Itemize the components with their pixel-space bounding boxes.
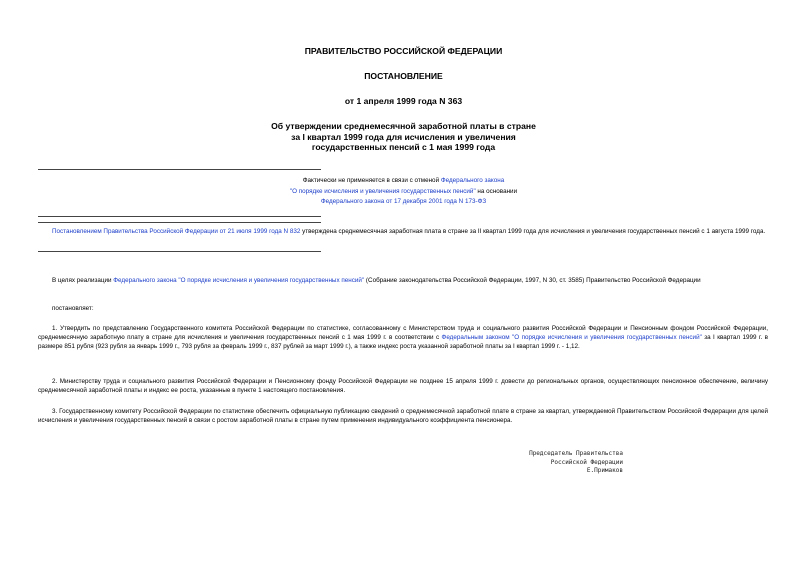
signature-block [490,450,623,476]
preamble-paragraph [38,277,768,286]
status-note-text: на основании [475,187,518,195]
status-note-line-2 [0,187,807,198]
divider [38,169,321,170]
item-1-law-link[interactable]: Федеральным законом "О порядке исчисления и увеличения государственных пенсий" [441,333,702,341]
item-1-text: 1. Утвердить по представлению Государственного комитета Российской Федерации по статистике, согласованному с Министерством труда и социального развития Российской Федерации и Пенсионным фондом Российской Федерации, среднемесячную заработную плату в стране для исчисления и увеличения государственных пенсий с 1 мая 1999 г. в соответствии с [38,325,768,341]
repeal-law-link[interactable]: Федерального закона от 17 декабря 2001 года N 173-ФЗ [320,198,487,205]
item-1-text: за I квартал 1999 г. в размере 851 рубля (923 рубля за январь 1999 г., 793 рубля за февраль 1999 г., 837 рублей за март 1999 г.), а также индекс роста указанной заработной платы за I квартал 1999 г. - 1,12. [38,333,768,350]
document-date-number: от 1 апреля 1999 года N 363 [344,96,463,106]
preamble-law-link[interactable]: Федерального закона "О порядке исчисления и увеличения государственных пенсий" [113,277,365,284]
preamble-text: В целях реализации [52,277,114,284]
signature-line-1: Председатель Правительства [529,450,623,457]
item-1-paragraph [38,325,768,351]
signature-line-2: Российской Федерации [550,458,623,466]
government-name: ПРАВИТЕЛЬСТВО РОССИЙСКОЙ ФЕДЕРАЦИИ [304,46,503,56]
divider [38,216,321,217]
item-2-paragraph: 2. Министерству труда и социального развития Российской Федерации и Пенсионному фонду Российской Федерации не позднее 15 апреля 1999 г. довести до региональных органов, осуществляющих пенсионное обеспечение, величину среднемесячной заработной платы и индекс ее роста, указанные в пункте 1 настоящего постановления. [38,378,768,394]
document-type: ПОСТАНОВЛЕНИЕ [364,71,443,81]
title-line-2: за I квартал 1999 года для исчисления и увеличения [291,131,516,142]
status-note-text: Фактически не применяется в связи с отменой [302,177,441,184]
divider [38,251,321,252]
amendment-text: утверждена среднемесячная заработная плата в стране за II квартал 1999 года для исчисления и увеличения государственных пенсий с 1 августа 1999 года. [300,228,766,235]
preamble-text: (Собрание законодательства Российской Федерации, 1997, N 30, ст. 3585) Правительство Российской Федерации [364,277,701,284]
status-note-line-3 [0,197,807,208]
signature-name: Е.Примаков [586,467,623,474]
document-title [0,121,807,153]
title-line-3: государственных пенсий с 1 мая 1999 года [311,142,496,152]
pension-law-link[interactable]: "О порядке исчисления и увеличения государственных пенсий" [289,187,476,195]
amendment-link[interactable]: Постановлением Правительства Российской Федерации от 21 июля 1999 года N 832 [52,228,301,235]
status-note-line-1 [0,176,807,187]
amendment-note [38,228,768,237]
federal-law-link[interactable]: Федерального закона [440,177,505,184]
title-line-1: Об утверждении среднемесячной заработной платы в стране [271,121,536,131]
divider [38,222,321,223]
resolves-text: постановляет: [52,305,94,312]
status-note [0,176,807,208]
item-3-paragraph: 3. Государственному комитету Российской Федерации по статистике обеспечить официальную публикацию сведений о среднемесячной заработной плате в стране за квартал, утверждаемой Правительством Российской Федерации для целей исчисления и увеличения государственных пенсий в связи с ростом заработной платы в стране путем применения индивидуального коэффициента пенсионера. [38,408,768,424]
